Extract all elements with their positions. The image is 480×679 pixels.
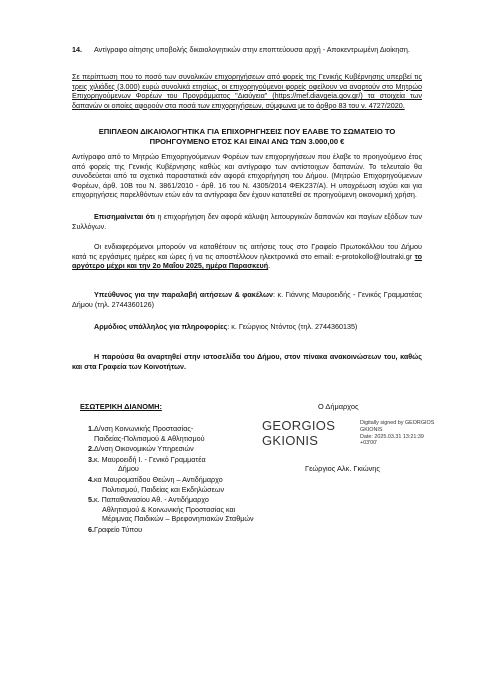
- digital-signature-detail: Digitally signed by GEORGIOS: [360, 420, 435, 426]
- digital-signature-line2: GKIONIS: [262, 433, 319, 448]
- digital-signature-line1: GEORGIOS: [262, 418, 336, 433]
- digital-signature-detail: Date: 2025.03.31 13:21:39: [360, 433, 424, 440]
- extra-heading: ΕΠΙΠΛΕΟΝ ΔΙΚΑΙΟΛΟΓΗΤΙΚΑ ΓΙΑ ΕΠΙΧΟΡΗΓΗΣΕΙΣ ΠΟΥ ΕΛΑΒΕ ΤΟ ΣΩΜΑΤΕΙΟ ΤΟ ΠΡΟΗΓΟΥΜΕΝΟ ΕΤΟΣ ΚΑΙ ΕΙΝΑΙ ΑΝΩ ΤΩΝ 3.000,00 €: [98, 127, 396, 146]
- list-item-line: Αθλητισμού & Κοινωνικής Προστασίας και: [102, 504, 236, 514]
- submission-paragraph: [72, 242, 422, 271]
- note-paragraph: Σε περίπτωση που το ποσό των συνολικών επιχορηγήσεων από φορείς της Γενικής Κυβέρνησης υπερβεί τις τρεις χιλιάδες (3.000) ευρώ συνολικά ετησίως, οι επιχορηγούμενοι φορείς οφείλουν να αναρτούν στο Μητρώο Επιχορηγούμενων Φορέων του Προγράμματος "Διαύγεια" (https://mef.diavgeia.gov.gr/) τα στοιχεία των δαπανών οι οποίες αφορούν στα ποσά των επιχορηγήσεων, σύμφωνα με το άρθρο 83 του ν. 4727/2020.: [72, 72, 422, 110]
- list-item-number: 6.: [88, 524, 94, 534]
- responsible-bold: Υπεύθυνος για την παραλαβή αιτήσεων & φακέλων: [94, 290, 274, 299]
- list-item-number: 4.: [88, 474, 94, 484]
- list-item: [88, 444, 258, 454]
- extra-paragraph: Αντίγραφο από το Μητρώο Επιχορηγούμενων Φορέων των επιχορηγήσεων που έλαβε το προηγούμενο έτος από φορείς της Γενικής Κυβέρνησης καθώς και αντίγραφο των αντίστοιχων δαπανών. Το τελευταίο θα συνοδεύεται από τα σχετικά παραστατικά εάν αφορά επιχορήγηση του Δήμου. (Μητρώο Επιχορηγούμενων Φορέων, άρθ. 10Β του Ν. 3861/2010 - άρθ. 16 του Ν. 4305/2014 ΦΕΚ237/Α). Η υποχρέωση ισχύει και για επιχορηγήσεις παρελθόντων ετών εάν τα αντίγραφα δεν έχουν κατατεθεί σε προηγούμενη οικονομική χρήση.: [72, 152, 422, 200]
- list-item-number: 3.: [88, 454, 94, 464]
- item-14-text: Αντίγραφο αίτησης υποβολής δικαιολογητικών στην εποπτεύουσα αρχή - Αποκεντρωμένη Διοίκηση.: [94, 45, 410, 54]
- list-item: [88, 495, 258, 524]
- notice-paragraph: [72, 212, 422, 231]
- list-item-line: Πολιτισμού, Παιδείας και Εκδηλώσεων: [102, 484, 225, 494]
- publication-paragraph: Η παρούσα θα αναρτηθεί στην ιστοσελίδα του Δήμου, στον πίνακα ανακοινώσεων του, καθώς και στα Γραφεία των Κοινοτήτων.: [72, 352, 422, 371]
- responsible-paragraph: [72, 290, 422, 309]
- deadline-text: το αργότερο μέχρι και την 2ο Μαΐου 2025, ημέρα Παρασκευή: [72, 251, 422, 271]
- internal-distribution-list: [88, 424, 258, 536]
- list-item-line: κ. Παπαθανασίου Αθ. - Αντιδήμαρχο: [94, 495, 209, 505]
- digital-signature-detail: GKIONIS: [360, 426, 383, 433]
- responsible-rest: : κ. Γιάννης Μαυροειδής - Γενικός Γραμματέας Δήμου (τηλ. 2744360126): [72, 290, 422, 309]
- list-item-line: κ. Μαυροειδή Ι. - Γενικό Γραμματέα: [94, 454, 206, 464]
- list-item-number: 5.: [88, 495, 94, 505]
- submission-end: .: [268, 261, 271, 271]
- digital-signature-detail: +03'00': [360, 440, 378, 447]
- submission-text: Οι ενδιαφερόμενοι μπορούν να καταθέτουν τις αιτήσεις τους στο Γραφείο Πρωτοκόλλου του Δήμου κατά τις εργάσιμες ημέρες και ώρες ή να τις αποστέλλουν ηλεκτρονικά στο email: e-protokollo@loutraki.gr: [72, 242, 422, 261]
- digital-signature-name: [262, 418, 335, 448]
- signature-title: Ο Δήμαρχος: [318, 402, 359, 411]
- signatory-name: Γεώργιος Αλκ. Γκιώνης: [305, 464, 380, 473]
- list-item-line: Παιδείας-Πολιτισμού & Αθλητισμού: [94, 433, 205, 443]
- notice-bold: Επισημαίνεται ότι: [94, 212, 156, 221]
- item-14: [72, 45, 422, 55]
- info-contact-rest: : κ. Γεώργιος Ντόντος (τηλ. 2744360135): [227, 322, 358, 331]
- internal-distribution-title: ΕΣΩΤΕΡΙΚΗ ΔΙΑΝΟΜΗ:: [80, 402, 162, 411]
- list-item-line: Δ/νση Οικονομικών Υπηρεσιών: [94, 444, 194, 454]
- info-contact-bold: Αρμόδιος υπάλληλος για πληροφορίες: [94, 322, 228, 331]
- info-contact-paragraph: [72, 322, 422, 332]
- list-item: [88, 475, 258, 494]
- item-14-number: 14.: [72, 45, 82, 54]
- digital-signature-details: [360, 420, 450, 447]
- list-item-line: Μέριμνας Παιδικών – Βρεφονηπιακών Σταθμών: [102, 514, 254, 524]
- list-item: [88, 455, 258, 474]
- list-item-number: 1.: [88, 424, 94, 433]
- list-item-line: Δ/νση Κοινωνικής Προστασίας-: [94, 424, 194, 433]
- list-item-line: κα Μαυροματίδου Θεώνη – Αντιδήμαρχο: [94, 474, 223, 484]
- list-item-line: Γραφείο Τύπου: [94, 524, 143, 534]
- list-item: [88, 525, 258, 535]
- list-item-line: Δήμου: [118, 464, 139, 474]
- notice-rest: η επιχορήγηση δεν αφορά κάλυψη λειτουργικών δαπανών και παγίων εξόδων των Συλλόγων.: [72, 212, 422, 231]
- list-item: [88, 424, 258, 443]
- list-item-number: 2.: [88, 444, 94, 454]
